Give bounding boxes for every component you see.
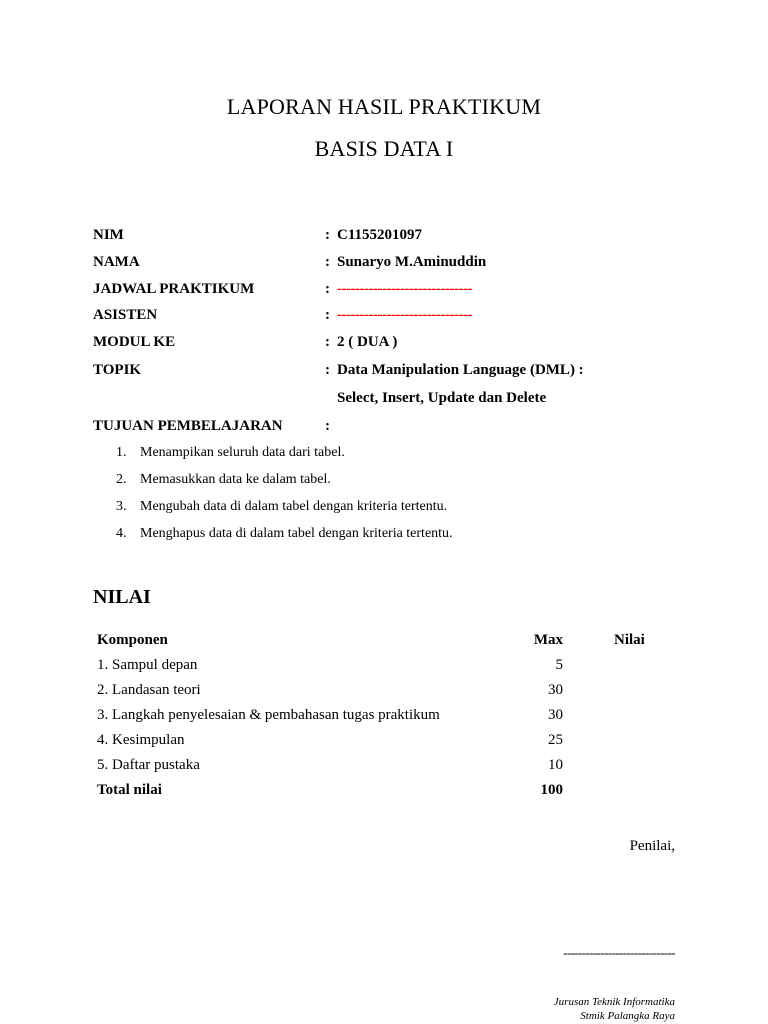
komponen-cell: 1. Sampul depan [97, 657, 198, 673]
modul-value: 2 ( DUA ) [337, 334, 398, 350]
nim-value: C1155201097 [337, 227, 423, 243]
komponen-cell: 5. Daftar pustaka [97, 757, 200, 773]
list-number: 3. [116, 499, 127, 514]
list-text: Menampikan seluruh data dari tabel. [140, 445, 345, 460]
penilai-label: Penilai, [629, 838, 675, 854]
nim-label: NIM [93, 227, 124, 243]
jadwal-value: ------------------------------ [337, 281, 472, 297]
max-cell: 5 [555, 657, 563, 673]
header-nilai: Nilai [614, 632, 645, 648]
list-number: 2. [116, 472, 127, 487]
total-label: Total nilai [97, 782, 162, 798]
info-row-topik-cont [93, 390, 713, 414]
header-max: Max [533, 632, 563, 648]
colon: : [325, 281, 330, 297]
asisten-label: ASISTEN [93, 307, 158, 323]
colon: : [325, 254, 330, 270]
objectives-list [116, 444, 453, 552]
list-item [116, 498, 453, 525]
nama-label: NAMA [93, 254, 140, 270]
topik-label: TOPIK [93, 362, 142, 378]
table-row [97, 657, 677, 682]
signature-line: ------------------------------ [563, 945, 675, 960]
list-item [116, 525, 453, 552]
asisten-value: ------------------------------ [337, 307, 472, 323]
list-item [116, 444, 453, 471]
list-item [116, 471, 453, 498]
max-cell: 10 [548, 757, 563, 773]
colon: : [325, 227, 330, 243]
max-cell: 30 [548, 682, 563, 698]
komponen-cell: 4. Kesimpulan [97, 732, 185, 748]
info-row-nama [93, 254, 713, 278]
nama-value: Sunaryo M.Aminuddin [337, 254, 487, 270]
komponen-cell: 2. Landasan teori [97, 682, 201, 698]
total-max: 100 [540, 782, 563, 798]
komponen-cell: 3. Langkah penyelesaian & pembahasan tugas praktikum [97, 707, 440, 723]
report-subtitle: BASIS DATA I [314, 136, 454, 161]
footer [554, 995, 675, 1023]
list-text: Memasukkan data ke dalam tabel. [140, 472, 331, 487]
list-number: 4. [116, 526, 127, 541]
topik-value-line-1: Data Manipulation Language (DML) : [337, 362, 584, 378]
list-text: Mengubah data di dalam tabel dengan kriteria tertentu. [140, 499, 448, 514]
tujuan-label: TUJUAN PEMBELAJARAN [93, 418, 283, 434]
colon: : [325, 418, 330, 434]
header-komponen: Komponen [97, 632, 168, 648]
nilai-heading: NILAI [93, 586, 151, 608]
modul-label: MODUL KE [93, 334, 176, 350]
report-title: LAPORAN HASIL PRAKTIKUM [226, 94, 542, 119]
info-row-modul [93, 334, 713, 358]
list-text: Menghapus data di dalam tabel dengan kriteria tertentu. [140, 526, 453, 541]
footer-department: Jurusan Teknik Informatika [553, 996, 675, 1008]
colon: : [325, 334, 330, 350]
colon: : [325, 307, 330, 323]
jadwal-label: JADWAL PRAKTIKUM [93, 281, 255, 297]
info-row-nim [93, 227, 713, 251]
max-cell: 30 [548, 707, 563, 723]
info-row-tujuan [93, 418, 713, 442]
table-row [97, 682, 677, 707]
table-total-row [97, 782, 677, 807]
list-number: 1. [116, 445, 127, 460]
table-header-row [97, 632, 677, 657]
max-cell: 25 [548, 732, 563, 748]
footer-institution: Stmik Palangka Raya [580, 1010, 675, 1022]
table-row [97, 707, 677, 732]
info-row-jadwal [93, 281, 713, 305]
table-row [97, 757, 677, 782]
info-row-asisten [93, 307, 713, 331]
info-row-topik [93, 362, 713, 386]
colon: : [325, 362, 330, 378]
grade-table [97, 632, 677, 807]
table-row [97, 732, 677, 757]
topik-value-line-2: Select, Insert, Update dan Delete [337, 390, 547, 406]
